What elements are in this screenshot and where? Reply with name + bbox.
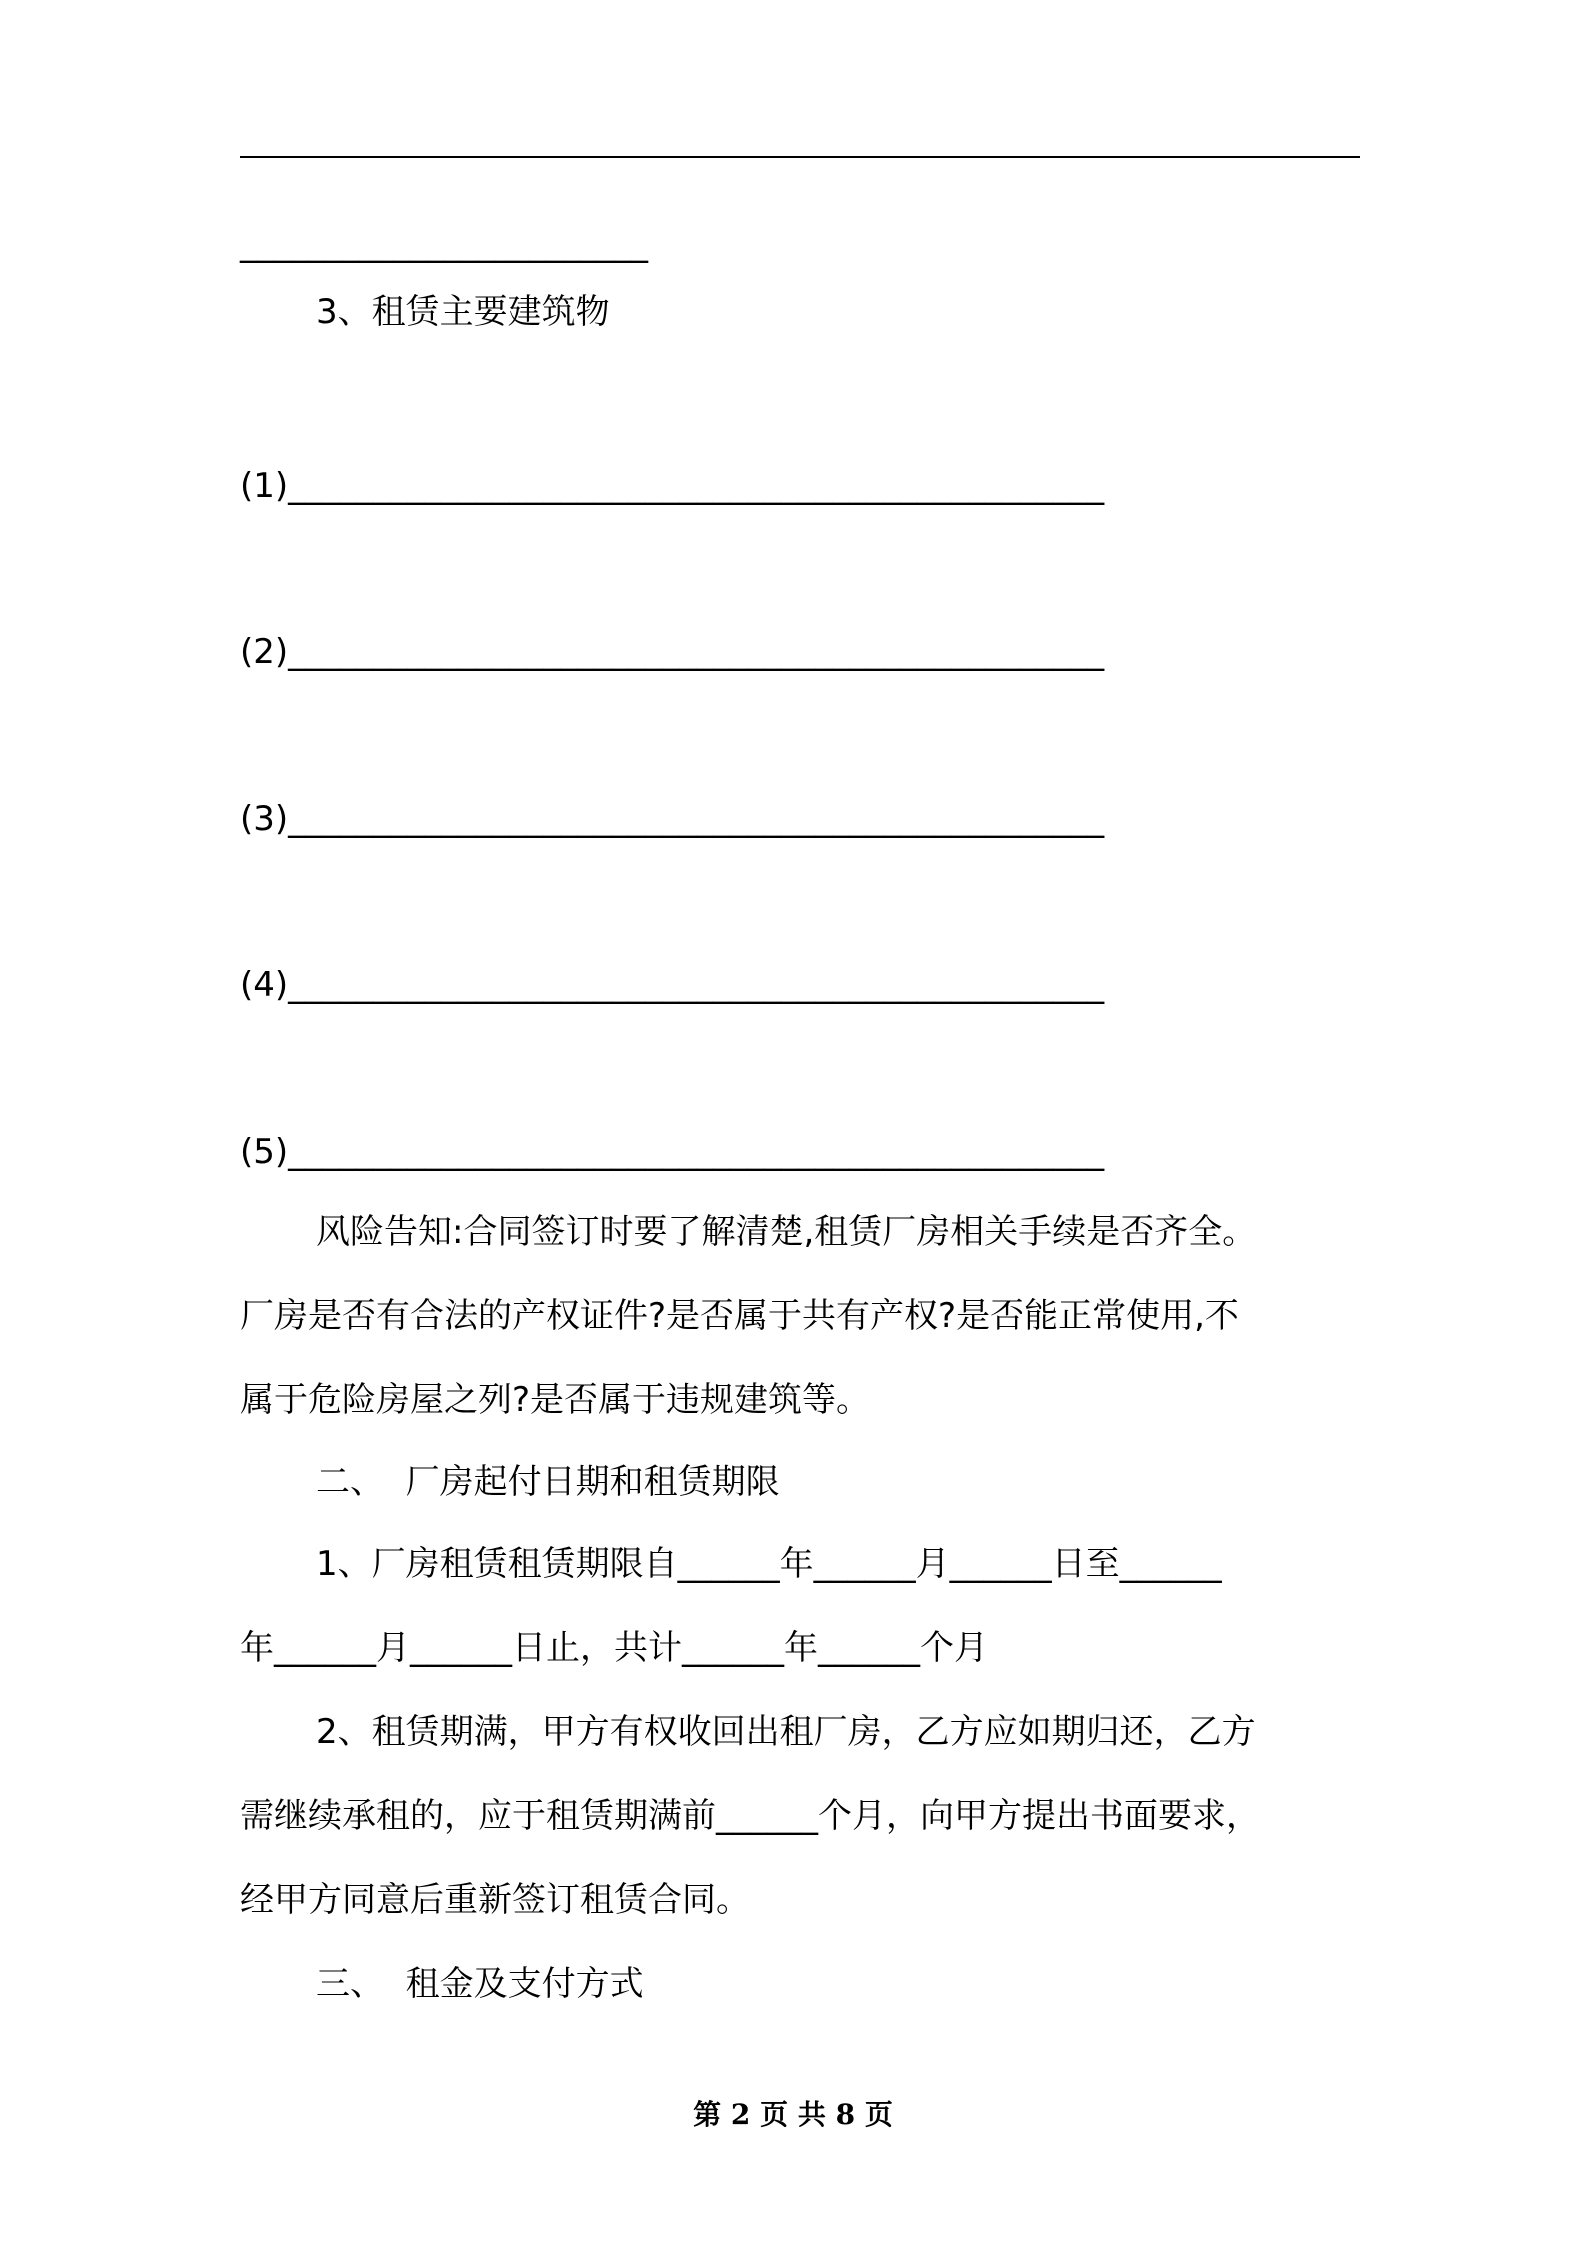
- risk-paragraph-line-2: 厂房是否有合法的产权证件?是否属于共有产权?是否能正常使用,不: [240, 1296, 1239, 1336]
- item-2: (2)________________________________________________: [240, 632, 1105, 672]
- expiry-paragraph-line-1: 2、租赁期满，甲方有权收回出租厂房，乙方应如期归还，乙方: [316, 1712, 1256, 1752]
- risk-paragraph-line-3: 属于危险房屋之列?是否属于违规建筑等。: [240, 1380, 871, 1420]
- term-paragraph-line-2: 年______月______日止，共计______年______个月: [240, 1628, 988, 1668]
- expiry-paragraph-line-3: 经甲方同意后重新签订租赁合同。: [240, 1880, 750, 1920]
- underscore-line: ________________________: [240, 224, 648, 264]
- item-4: (4)________________________________________________: [240, 965, 1105, 1005]
- expiry-paragraph-line-2: 需继续承租的，应于租赁期满前______个月，向甲方提出书面要求，: [240, 1796, 1260, 1836]
- item-1: (1)________________________________________________: [240, 466, 1105, 506]
- top-rule: [240, 156, 1360, 158]
- term-paragraph-line-1: 1、厂房租赁租赁期限自______年______月______日至______: [316, 1544, 1222, 1584]
- item-5: (5)________________________________________________: [240, 1132, 1105, 1172]
- section-two-title: 二、 厂房起付日期和租赁期限: [316, 1462, 780, 1502]
- section-three-title: 三、 租金及支付方式: [316, 1964, 644, 2004]
- risk-paragraph-line-1: 风险告知:合同签订时要了解清楚,租赁厂房相关手续是否齐全。: [316, 1212, 1257, 1252]
- section-3-title: 3、租赁主要建筑物: [316, 292, 610, 332]
- item-3: (3)________________________________________________: [240, 799, 1105, 839]
- page-number: 第 2 页 共 8 页: [693, 2098, 893, 2131]
